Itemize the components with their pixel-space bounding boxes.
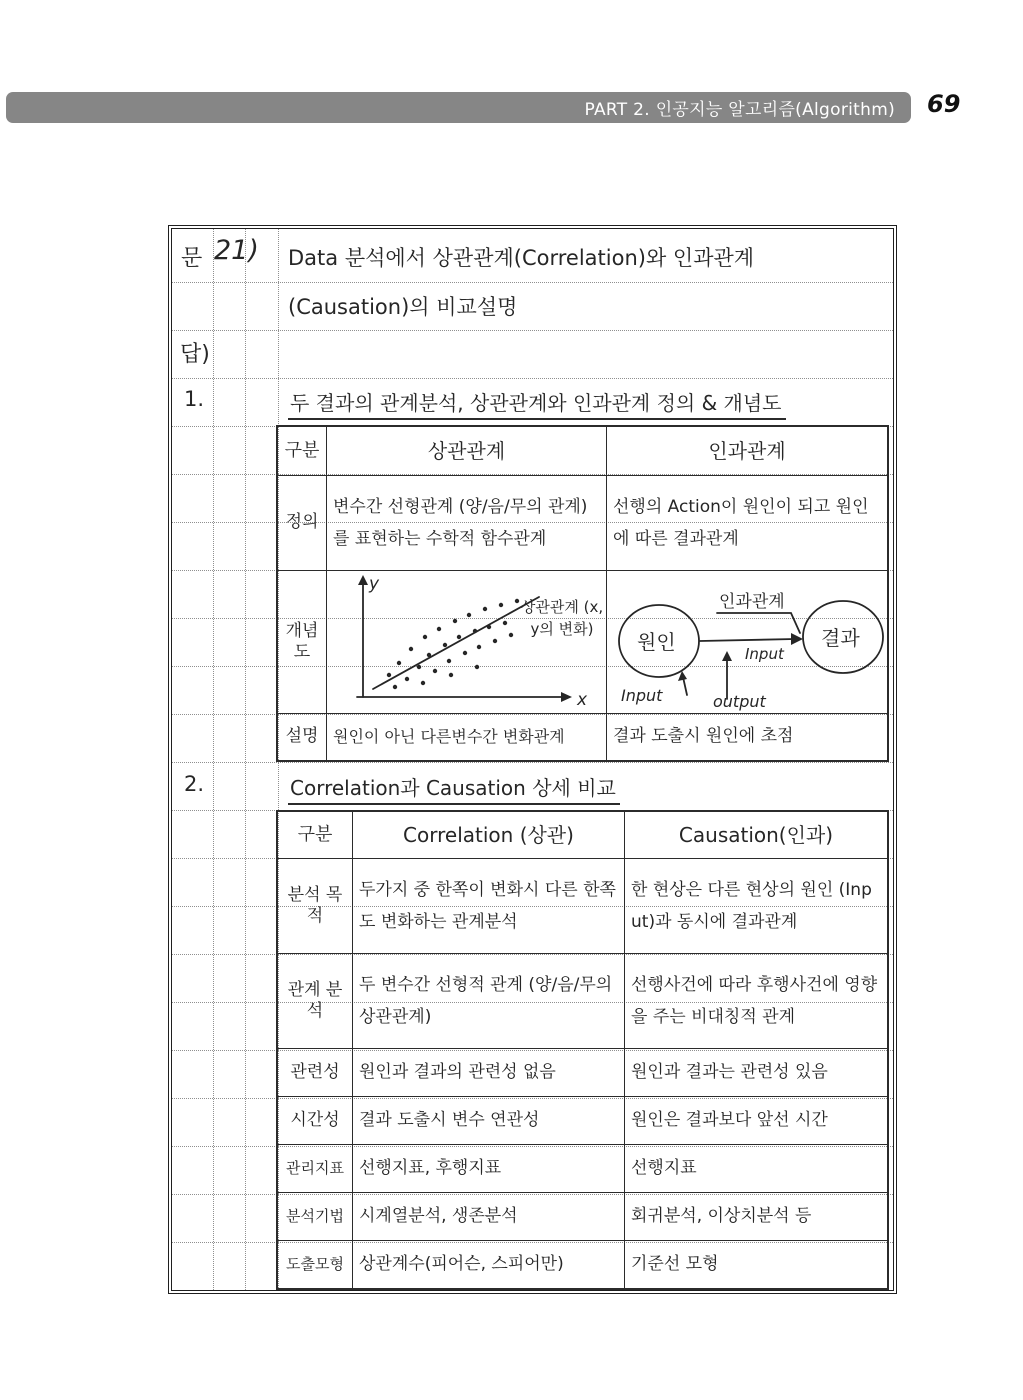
correlation-cell: 선행지표, 후행지표 <box>352 1145 624 1192</box>
causation-cell: 한 현상은 다른 현상의 원인 (Input)과 동시에 결과관계 <box>624 859 887 953</box>
question-number: 21) <box>214 235 259 266</box>
row-label: 도출모형 <box>286 1255 344 1274</box>
table-row <box>278 1048 887 1096</box>
table-row <box>278 1096 887 1144</box>
comparison-table <box>276 810 889 1290</box>
correlation-cell: 두가지 중 한쪽이 변화시 다른 한쪽도 변화하는 관계분석 <box>352 859 624 953</box>
column-header: 상관관계 <box>326 427 606 475</box>
answer-sheet <box>168 225 897 1294</box>
row-label: 설명 <box>285 726 319 747</box>
causal-arrow-label: 인과관계 <box>719 592 785 612</box>
x-axis-label: x <box>577 690 588 710</box>
causation-cell: 결과 도출시 원인에 초점 <box>606 714 887 760</box>
causation-cell: 회귀분석, 이상치분석 등 <box>624 1193 887 1240</box>
correlation-cell: 시계열분석, 생존분석 <box>352 1193 624 1240</box>
row-label: 관리지표 <box>286 1159 344 1178</box>
row-label: 관련성 <box>290 1061 340 1082</box>
part-header-bar <box>6 92 911 123</box>
correlation-cell: 상관계수(피어슨, 스피어만) <box>352 1241 624 1288</box>
question-title-line2: (Causation)의 비교설명 <box>288 295 518 319</box>
scatter-plot <box>326 571 606 713</box>
grid-line <box>245 229 246 1290</box>
correlation-cell: 결과 도출시 변수 연관성 <box>352 1097 624 1144</box>
column-header: 구분 <box>284 439 320 461</box>
scatter-plot-figure <box>327 571 605 711</box>
table-row <box>278 713 887 760</box>
column-header: Causation(인과) <box>624 812 887 858</box>
causation-cell: 선행의 Action이 원인이 되고 원인에 따른 결과관계 <box>606 476 887 570</box>
answer-label: 답) <box>180 342 210 367</box>
section2-number: 2. <box>184 772 205 796</box>
definition-table <box>276 425 889 762</box>
causation-cell: 선행사건에 따라 후행사건에 영향을 주는 비대칭적 관계 <box>624 954 887 1048</box>
grid-line <box>172 378 893 379</box>
y-axis-label: y <box>369 574 380 594</box>
table-row <box>278 858 887 953</box>
table-row-concept-diagram <box>278 570 887 713</box>
grid-line <box>172 330 893 331</box>
row-label: 관계 분석 <box>287 979 343 1021</box>
causal-diagram <box>606 571 887 713</box>
input-bottom-label: Input <box>621 686 663 705</box>
section1-number: 1. <box>184 387 205 411</box>
table-row <box>278 475 887 570</box>
grid-line <box>172 282 893 283</box>
causation-cell: 선행지표 <box>624 1145 887 1192</box>
row-label: 개념도 <box>285 620 319 662</box>
correlation-cell: 변수간 선형관계 (양/음/무의 관계)를 표현하는 수학적 함수관계 <box>326 476 606 570</box>
correlation-cell: 원인과 결과의 관련성 없음 <box>352 1049 624 1096</box>
grid-line <box>213 229 214 1290</box>
row-label: 분석 목적 <box>287 884 343 926</box>
section2-heading: Correlation과 Causation 상세 비교 <box>288 772 620 805</box>
grid-line <box>172 762 893 763</box>
causation-cell: 기준선 모형 <box>624 1241 887 1288</box>
column-header: 인과관계 <box>606 427 887 475</box>
correlation-cell: 두 변수간 선형적 관계 (양/음/무의 상관관계) <box>352 954 624 1048</box>
question-title-line1: Data 분석에서 상관관계(Correlation)와 인과관계 <box>288 246 755 270</box>
table-row <box>278 1192 887 1240</box>
table-row <box>278 1240 887 1288</box>
cause-circle-label: 원인 <box>637 630 676 654</box>
page-number: 69 <box>927 90 961 118</box>
section1-heading: 두 결과의 관계분석, 상관관계와 인과관계 정의 & 개념도 <box>288 387 786 420</box>
part-title: PART 2. 인공지능 알고리즘(Algorithm) <box>584 100 895 120</box>
column-header: Correlation (상관) <box>352 812 624 858</box>
table-header-row <box>278 812 887 858</box>
causation-cell: 원인은 결과보다 앞선 시간 <box>624 1097 887 1144</box>
row-label: 분석기법 <box>286 1207 344 1226</box>
input-top-label: Input <box>745 645 784 663</box>
scatter-annotation: 상관관계 (x,y의 변화) <box>520 598 604 638</box>
table-row <box>278 1144 887 1192</box>
row-label: 정의 <box>285 512 319 533</box>
causal-diagram-figure <box>607 571 887 711</box>
column-header: 구분 <box>297 823 333 845</box>
question-label: 문 <box>181 246 203 271</box>
effect-circle-label: 결과 <box>821 626 860 650</box>
table-row <box>278 953 887 1048</box>
correlation-cell: 원인이 아닌 다른변수간 변화관계 <box>326 714 606 760</box>
causation-cell: 원인과 결과는 관련성 있음 <box>624 1049 887 1096</box>
table-header-row <box>278 427 887 475</box>
output-label: output <box>713 692 766 711</box>
row-label: 시간성 <box>290 1109 340 1130</box>
